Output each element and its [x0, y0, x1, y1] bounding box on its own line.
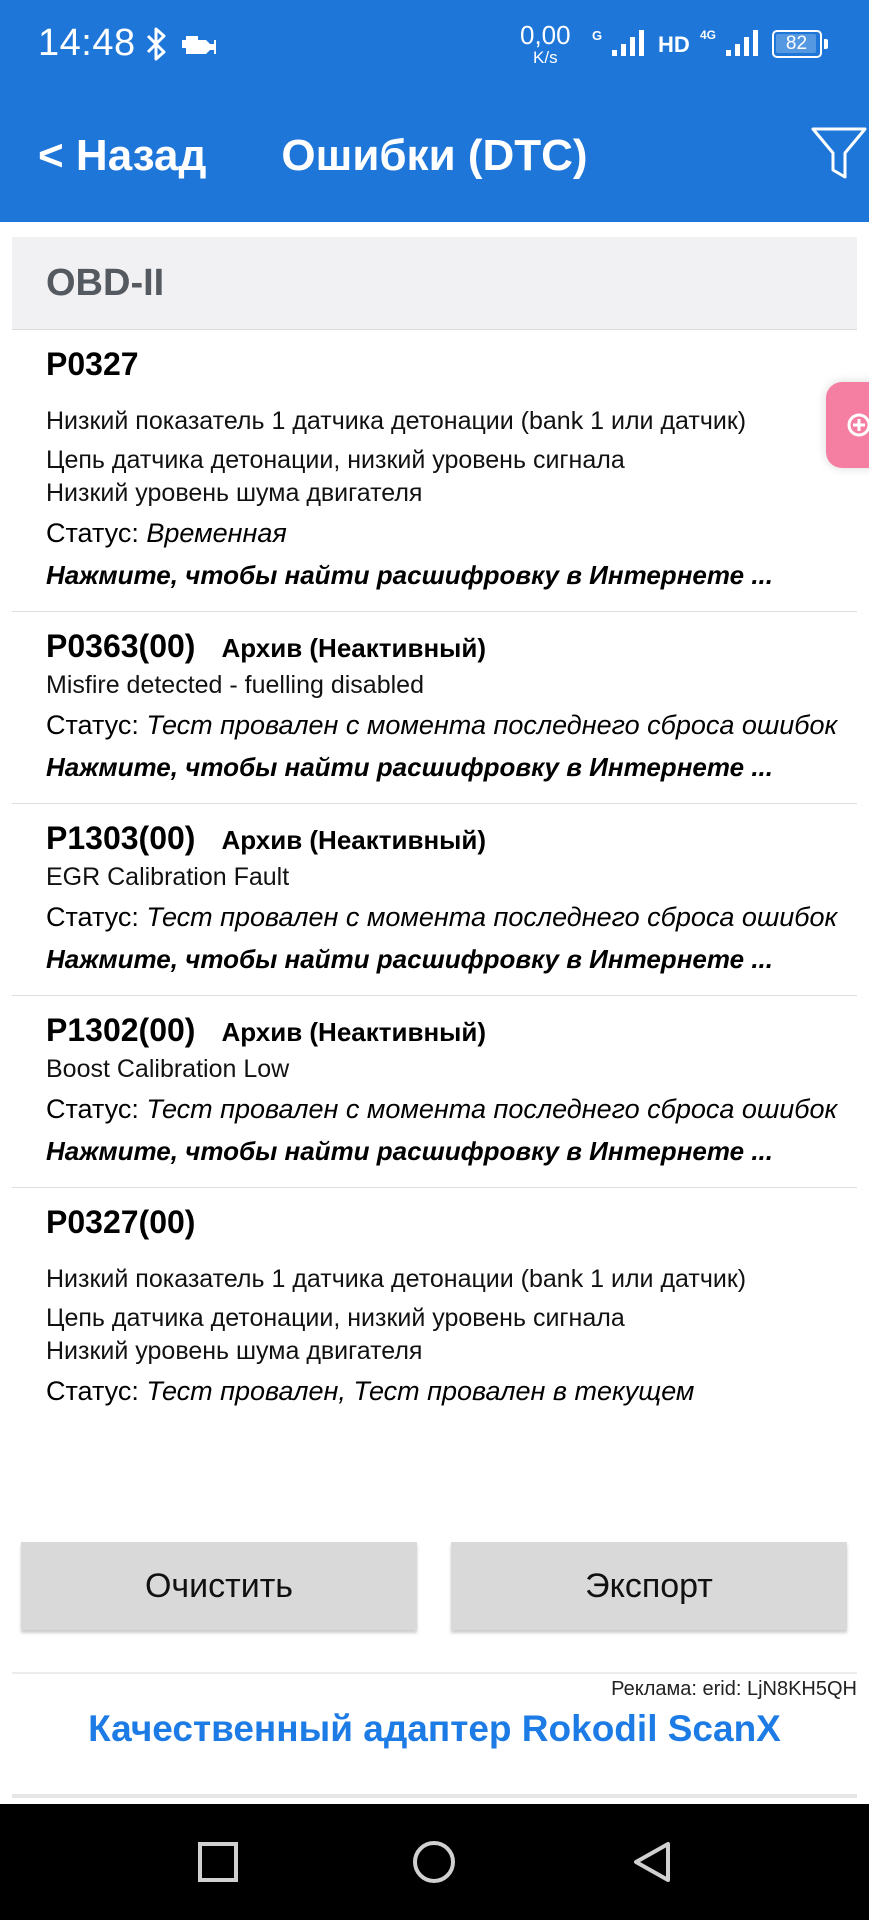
search-online-link[interactable]: Нажмите, чтобы найти расшифровку в Интернете ...: [46, 560, 773, 590]
signal-icon: [610, 28, 646, 58]
dtc-state: Архив (Неактивный): [221, 825, 487, 855]
status-time: 14:48: [38, 22, 136, 64]
dtc-code: P1302(00): [46, 1012, 196, 1048]
divider: [12, 1672, 857, 1674]
section-title: OBD-II: [46, 261, 165, 304]
dtc-status: Статус: Тест провален, Тест провален в текущем: [46, 1376, 695, 1406]
dtc-item[interactable]: [12, 996, 857, 1188]
section-header: [12, 237, 857, 330]
search-online-link[interactable]: Нажмите, чтобы найти расшифровку в Интернете ...: [46, 752, 773, 782]
dtc-item[interactable]: [12, 1188, 857, 1428]
divider: [12, 1794, 857, 1798]
floating-action-button[interactable]: [826, 382, 869, 468]
back-triangle-icon[interactable]: [630, 1840, 674, 1884]
dtc-description: Цепь датчика детонации, низкий уровень сигнала: [46, 446, 625, 474]
dtc-description: Boost Calibration Low: [46, 1055, 290, 1083]
dtc-item[interactable]: [12, 330, 857, 612]
dtc-state: Архив (Неактивный): [221, 633, 487, 663]
sim2-label: 4G: [700, 28, 717, 42]
home-circle-icon[interactable]: [412, 1840, 456, 1884]
dtc-status: Статус: Тест провален с момента последнего сброса ошибок: [46, 1094, 838, 1124]
plus-circle-icon: [846, 412, 869, 438]
battery-icon: 82: [772, 30, 822, 58]
dtc-code: P0363(00): [46, 628, 196, 664]
dtc-list[interactable]: [12, 237, 857, 1492]
recents-square-icon[interactable]: [196, 1840, 240, 1884]
clear-button[interactable]: Очистить: [21, 1542, 417, 1630]
top-bar: [0, 0, 869, 222]
dtc-item[interactable]: [12, 804, 857, 996]
ad-link[interactable]: Качественный адаптер Rokodil ScanX: [88, 1708, 781, 1749]
app-bar: [0, 95, 869, 222]
dtc-description: EGR Calibration Fault: [46, 863, 290, 891]
sim1-label: G: [592, 28, 603, 43]
dtc-code: P0327: [46, 346, 139, 382]
dtc-state: Архив (Неактивный): [221, 1017, 487, 1047]
engine-icon: [178, 32, 218, 58]
dtc-description: Misfire detected - fuelling disabled: [46, 671, 424, 699]
search-online-link[interactable]: Нажмите, чтобы найти расшифровку в Интернете ...: [46, 1136, 773, 1166]
hd-label: HD: [658, 32, 690, 57]
dtc-code: P1303(00): [46, 820, 196, 856]
dtc-description: Низкий уровень шума двигателя: [46, 1337, 423, 1365]
dtc-status: Статус: Тест провален с момента последнего сброса ошибок: [46, 710, 838, 740]
ad-label: Реклама: erid: LjN8KH5QH: [611, 1678, 857, 1700]
export-button[interactable]: Экспорт: [451, 1542, 847, 1630]
network-speed: 0,00 K/s: [520, 20, 571, 67]
dtc-description: Цепь датчика детонации, низкий уровень сигнала: [46, 1304, 625, 1332]
navigation-bar: [0, 1804, 869, 1920]
dtc-status: Статус: Временная: [46, 518, 287, 548]
signal-icon: [724, 28, 760, 58]
filter-icon[interactable]: [810, 123, 868, 183]
dtc-code: P0327(00): [46, 1204, 196, 1240]
status-bar: [0, 0, 869, 90]
dtc-status: Статус: Тест провален с момента последнего сброса ошибок: [46, 902, 838, 932]
search-online-link[interactable]: Нажмите, чтобы найти расшифровку в Интернете ...: [46, 944, 773, 974]
dtc-description: Низкий показатель 1 датчика детонации (bank 1 или датчик): [46, 1265, 747, 1293]
dtc-description: Низкий показатель 1 датчика детонации (bank 1 или датчик): [46, 407, 747, 435]
back-button[interactable]: < Назад: [38, 131, 207, 180]
bluetooth-icon: [144, 26, 170, 62]
page-title: Ошибки (DTC): [281, 131, 588, 180]
dtc-item[interactable]: [12, 612, 857, 804]
dtc-description: Низкий уровень шума двигателя: [46, 479, 423, 507]
